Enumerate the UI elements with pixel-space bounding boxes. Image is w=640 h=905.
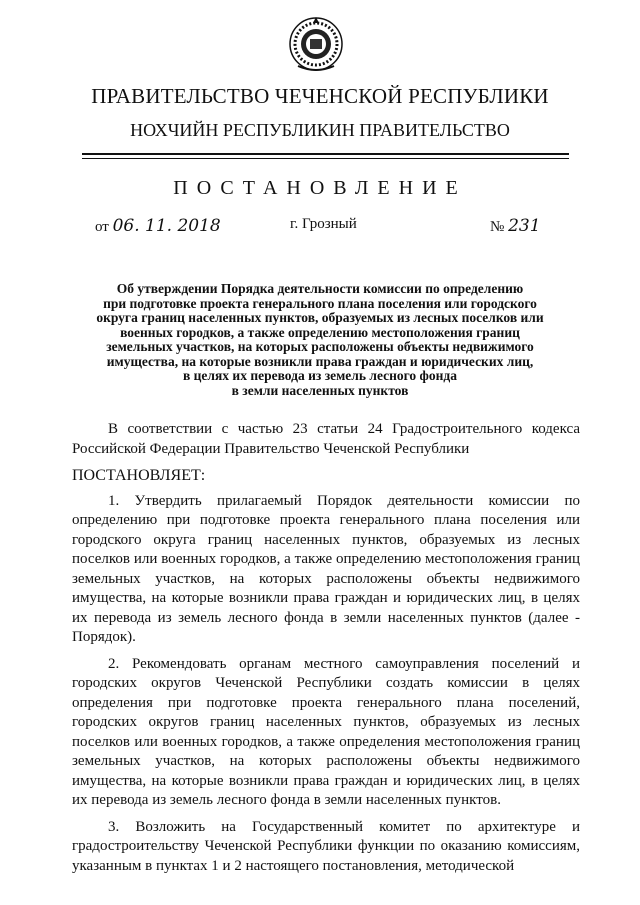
heading-line: в целях их перевода из земель лесного фонда [182, 368, 457, 383]
document-heading [70, 282, 570, 398]
government-title: ПРАВИТЕЛЬСТВО ЧЕЧЕНСКОЙ РЕСПУБЛИКИ [91, 84, 549, 108]
heading-line: имущества, на которые возникли права граждан и юридических лиц, [106, 353, 534, 369]
paragraph-1: 1. Утвердить прилагаемый Порядок деятельности комиссии по определению при подготовке проекта генерального плана поселения или городского округа границ населенных пунктов, образуемых из лесных поселков или военных городков, а также определению местоположения границ земельных участков, на которых расположены объекты недвижимого имущества, на которые возникли права граждан и юридических лиц, в целях их перевода из земель лесного фонда в земли населенных пунктов (далее - Порядок). [72, 492, 580, 645]
coat-of-arms-emblem [288, 14, 344, 74]
document-number: 231 [508, 216, 541, 236]
heading-line: в земли населенных пунктов [231, 382, 409, 398]
government-title-chechen: НОХЧИЙН РЕСПУБЛИКИН ПРАВИТЕЛЬСТВО [130, 120, 510, 140]
document-type: ПОСТАНОВЛЕНИЕ [173, 177, 467, 199]
document-date: 06. 11. 2018 [112, 216, 221, 236]
number-block [490, 216, 541, 236]
heading-line: Об утверждении Порядка деятельности комиссии по определению [116, 281, 524, 296]
heading-line: при подготовке проекта генерального плана поселения или городского [103, 295, 537, 311]
heading-line: земельных участков, на которых расположены объекты недвижимого [106, 339, 534, 354]
decree-word: ПОСТАНОВЛЯЕТ: [72, 467, 206, 484]
document-city: г. Грозный [290, 216, 357, 232]
document-body [72, 420, 580, 883]
header-rule-thick [82, 153, 569, 155]
paragraph-3: 3. Возложить на Государственный комитет по архитектуре и градостроительству Чеченской Республики функции по оказанию комиссиям, указанным в пунктах 1 и 2 настоящего постановления, методической [72, 818, 580, 874]
heading-line: военных городков, а также определению местоположения границ [120, 324, 520, 340]
preamble-paragraph: В соответствии с частью 23 статьи 24 Градостроительного кодекса Российской Федерации Правительство Чеченской Республики [72, 421, 580, 457]
header-rule-thin [82, 158, 569, 159]
date-block [95, 216, 221, 236]
paragraph-2: 2. Рекомендовать органам местного самоуправления поселений и городских округов Чеченской Республики создать комиссии в целях определения при подготовке проекта генерального плана поселений, городских округов границ населенных пунктов, образуемых из лесных поселков или военных городков, а также определения местоположения границ земельных участков, на которых расположены объекты недвижимого имущества, на которые возникли права граждан и юридических лиц, в целях их перевода из земель лесного фонда в земли населенных пунктов. [72, 655, 580, 808]
heading-line: округа границ населенных пунктов, образуемых из лесных поселков или [96, 310, 544, 325]
number-prefix: № [490, 219, 505, 235]
date-prefix: от [95, 219, 109, 235]
